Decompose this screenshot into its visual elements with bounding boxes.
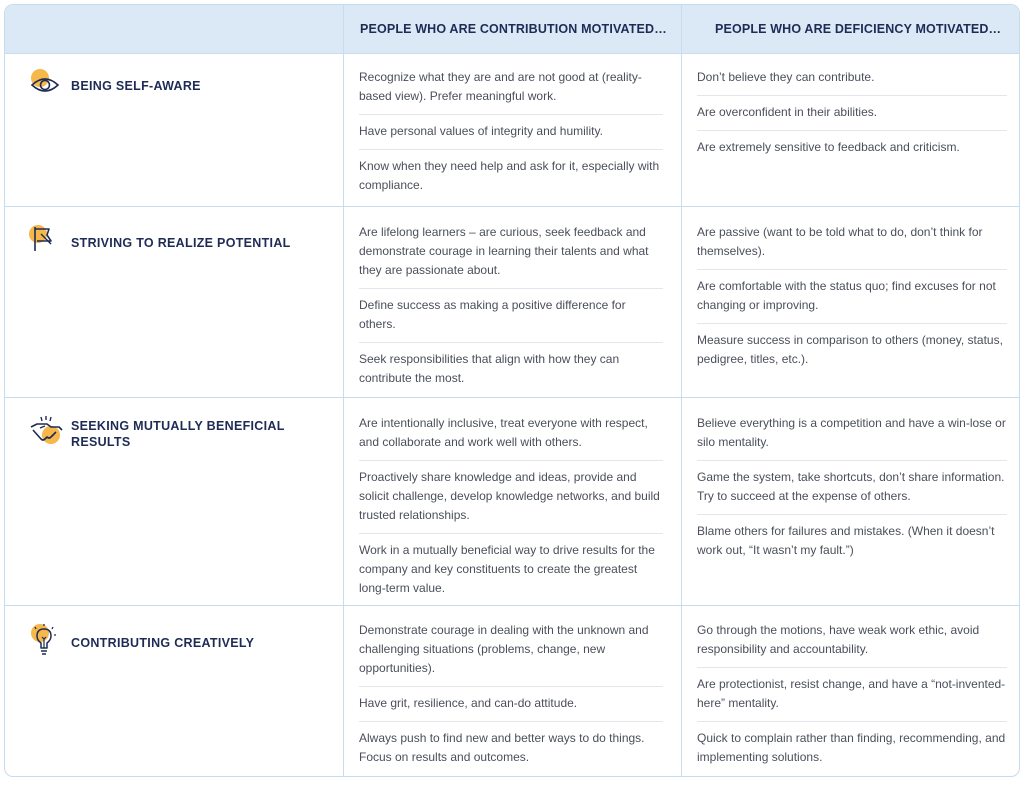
deficiency-item: Are protectionist, resist change, and have a “not-invented-here” mentality. xyxy=(697,668,1007,722)
header-contribution xyxy=(360,5,667,53)
contribution-item: Proactively share knowledge and ideas, provide and solicit challenge, develop knowledge networks, and build trusted relationships. xyxy=(359,461,663,534)
row-divider xyxy=(5,397,1019,398)
contribution-item: Have grit, resilience, and can-do attitude. xyxy=(359,687,663,722)
column-divider xyxy=(343,5,344,776)
contribution-item: Are intentionally inclusive, treat everyone with respect, and collaborate and work well with others. xyxy=(359,414,663,461)
contribution-item: Define success as making a positive difference for others. xyxy=(359,289,663,343)
column-divider xyxy=(681,5,682,776)
deficiency-item: Are overconfident in their abilities. xyxy=(697,96,1007,131)
deficiency-cell xyxy=(697,621,1007,775)
row-label-text: SEEKING MUTUALLY BENEFICIAL RESULTS xyxy=(71,419,285,449)
contribution-item: Recognize what they are and are not good at (reality-based view). Prefer meaningful work. xyxy=(359,68,663,115)
contribution-item: Are lifelong learners – are curious, seek feedback and demonstrate courage in learning their talents and what they are passionate about. xyxy=(359,223,663,289)
contribution-cell xyxy=(359,621,663,775)
contribution-item: Know when they need help and ask for it, especially with compliance. xyxy=(359,159,660,192)
flag-icon xyxy=(29,224,65,252)
contribution-item: Seek responsibilities that align with how they can contribute the most. xyxy=(359,352,620,385)
header-contribution-label: PEOPLE WHO ARE CONTRIBUTION MOTIVATED… xyxy=(360,22,667,36)
handshake-icon xyxy=(29,415,65,443)
contribution-cell xyxy=(359,68,663,203)
contribution-item: Always push to find new and better ways to do things. Focus on results and outcomes. xyxy=(359,731,645,764)
contribution-cell xyxy=(359,223,663,396)
deficiency-item: Quick to complain rather than finding, recommending, and implementing solutions. xyxy=(697,731,1006,764)
row-label xyxy=(29,224,316,252)
contribution-item: Work in a mutually beneficial way to drive results for the company and key constituents to create the greatest long-term value. xyxy=(359,543,655,595)
row-label xyxy=(29,415,316,450)
deficiency-item: Blame others for failures and mistakes. (When it doesn’t work out, “It wasn’t my fault.”) xyxy=(697,524,995,557)
motivation-comparison-table xyxy=(4,4,1020,777)
deficiency-item: Game the system, take shortcuts, don’t share information. Try to succeed at the expense of others. xyxy=(697,461,1007,515)
deficiency-item: Believe everything is a competition and have a win-lose or silo mentality. xyxy=(697,414,1007,461)
row-label-text: STRIVING TO REALIZE POTENTIAL xyxy=(71,236,291,250)
contribution-cell xyxy=(359,414,663,606)
deficiency-item: Are comfortable with the status quo; find excuses for not changing or improving. xyxy=(697,270,1007,324)
deficiency-cell xyxy=(697,223,1007,377)
header-deficiency-label: PEOPLE WHO ARE DEFICIENCY MOTIVATED… xyxy=(715,22,1002,36)
lightbulb-icon xyxy=(29,623,65,651)
deficiency-item: Go through the motions, have weak work ethic, avoid responsibility and accountability. xyxy=(697,621,1007,668)
row-label xyxy=(29,69,316,97)
table-header xyxy=(5,5,1019,54)
deficiency-item: Measure success in comparison to others (money, status, pedigree, titles, etc.). xyxy=(697,333,1003,366)
eye-icon xyxy=(29,69,65,97)
contribution-item: Demonstrate courage in dealing with the unknown and challenging situations (problems, change, new opportunities). xyxy=(359,621,663,687)
row-label-text: BEING SELF-AWARE xyxy=(71,79,201,93)
deficiency-item: Don’t believe they can contribute. xyxy=(697,68,1007,96)
header-deficiency xyxy=(715,5,1001,53)
row-divider xyxy=(5,206,1019,207)
contribution-item: Have personal values of integrity and humility. xyxy=(359,115,663,150)
deficiency-cell xyxy=(697,414,1007,568)
deficiency-item: Are extremely sensitive to feedback and criticism. xyxy=(697,140,960,154)
row-label xyxy=(29,623,316,651)
deficiency-cell xyxy=(697,68,1007,165)
deficiency-item: Are passive (want to be told what to do, don’t think for themselves). xyxy=(697,223,1007,270)
row-label-text: CONTRIBUTING CREATIVELY xyxy=(71,636,255,650)
